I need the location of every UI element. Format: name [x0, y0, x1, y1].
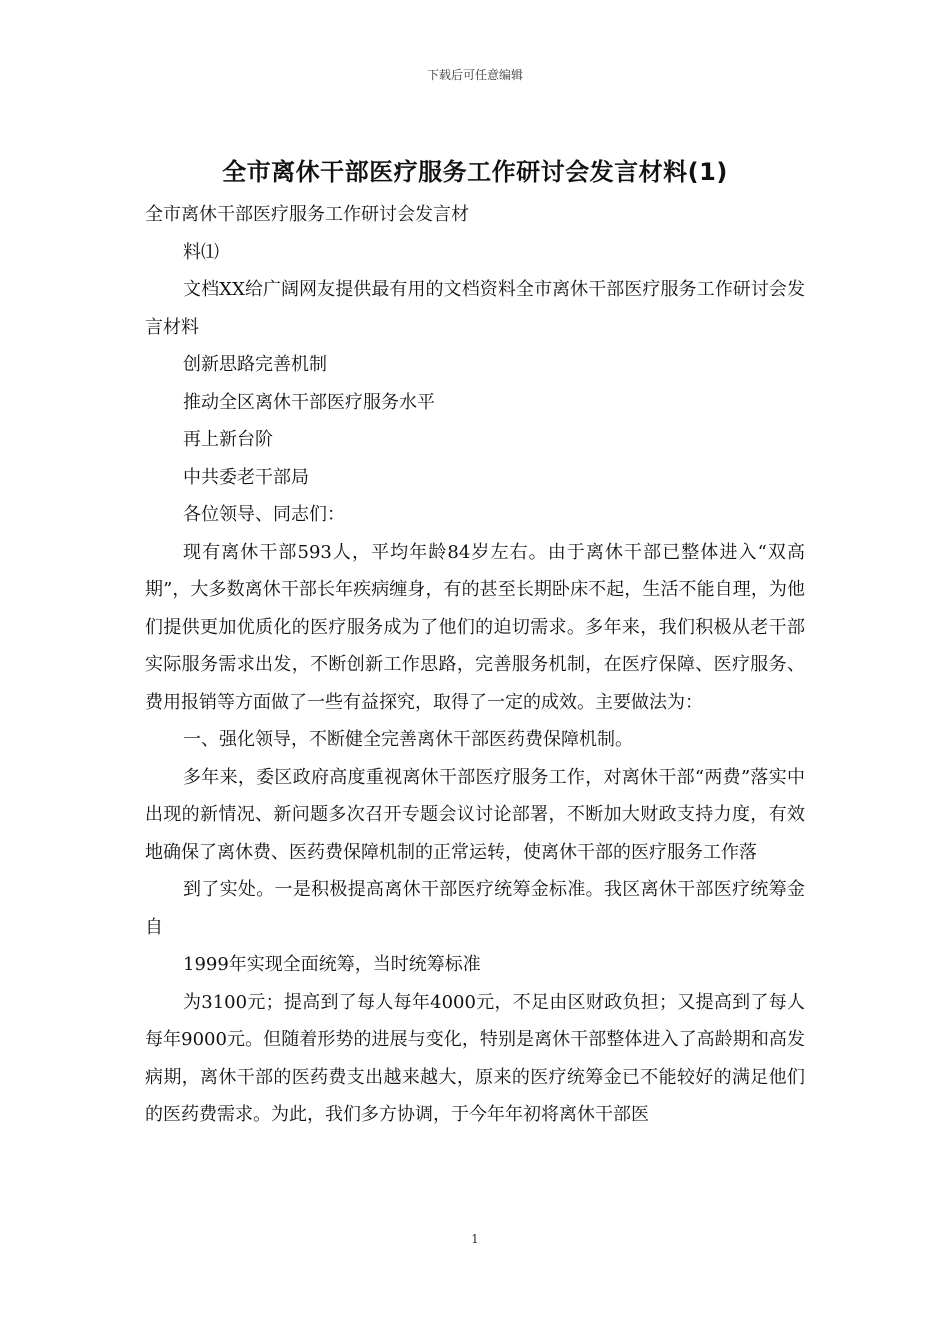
paragraph: 推动全区离休干部医疗服务水平	[183, 391, 435, 413]
paragraph: 现有离休干部593人，平均年龄84岁左右。由于离休干部已整体进入“双高期”，大多数离休干部长年疾病缠身，有的甚至长期卧床不起，生活不能自理，为他们提供更加优质化的医疗服务成为了他们的迫切需求。多年来，我们积极从老干部实际服务需求出发，不断创新工作思路，完善服务机制，在医疗保障、医疗服务、费用报销等方面做了一些有益探究，取得了一定的成效。主要做法为：	[145, 541, 805, 713]
page-number: 1	[471, 1232, 479, 1246]
paragraph: 到了实处。一是积极提高离休干部医疗统筹金标准。我区离休干部医疗统筹金自	[145, 879, 805, 938]
paragraph: 中共委老干部局	[183, 466, 309, 488]
paragraph: 为3100元；提高到了每人每年4000元，不足由区财政负担；又提高到了每人每年9000元。但随着形势的进展与变化，特别是离休干部整体进入了高龄期和高发病期，离休干部的医药费支出越来越大，原来的医疗统筹金已不能较好的满足他们的医药费需求。为此，我们多方协调，于今年年初将离休干部医	[145, 991, 805, 1125]
document-body	[145, 196, 805, 1134]
header-note: 下载后可任意编辑	[426, 68, 523, 82]
paragraph: 创新思路完善机制	[183, 354, 327, 375]
document-title: 全市离休干部医疗服务工作研讨会发言材料(1)	[222, 158, 728, 186]
paragraph: 再上新台阶	[183, 429, 273, 450]
paragraph: 料⑴	[183, 241, 219, 263]
paragraph: 1999年实现全面统筹，当时统筹标准	[183, 954, 481, 975]
paragraph: 全市离休干部医疗服务工作研讨会发言材	[145, 204, 469, 225]
paragraph: 多年来，委区政府高度重视离休干部医疗服务工作，对离休干部“两费”落实中出现的新情况、新问题多次召开专题会议讨论部署，不断加大财政支持力度，有效地确保了离休费、医药费保障机制的正常运转，使离休干部的医疗服务工作落	[145, 766, 805, 863]
paragraph: 文档XX给广阔网友提供最有用的文档资料全市离休干部医疗服务工作研讨会发言材料	[145, 279, 805, 338]
paragraph: 一、强化领导，不断健全完善离休干部医药费保障机制。	[183, 729, 633, 750]
paragraph: 各位领导、同志们：	[183, 504, 345, 525]
